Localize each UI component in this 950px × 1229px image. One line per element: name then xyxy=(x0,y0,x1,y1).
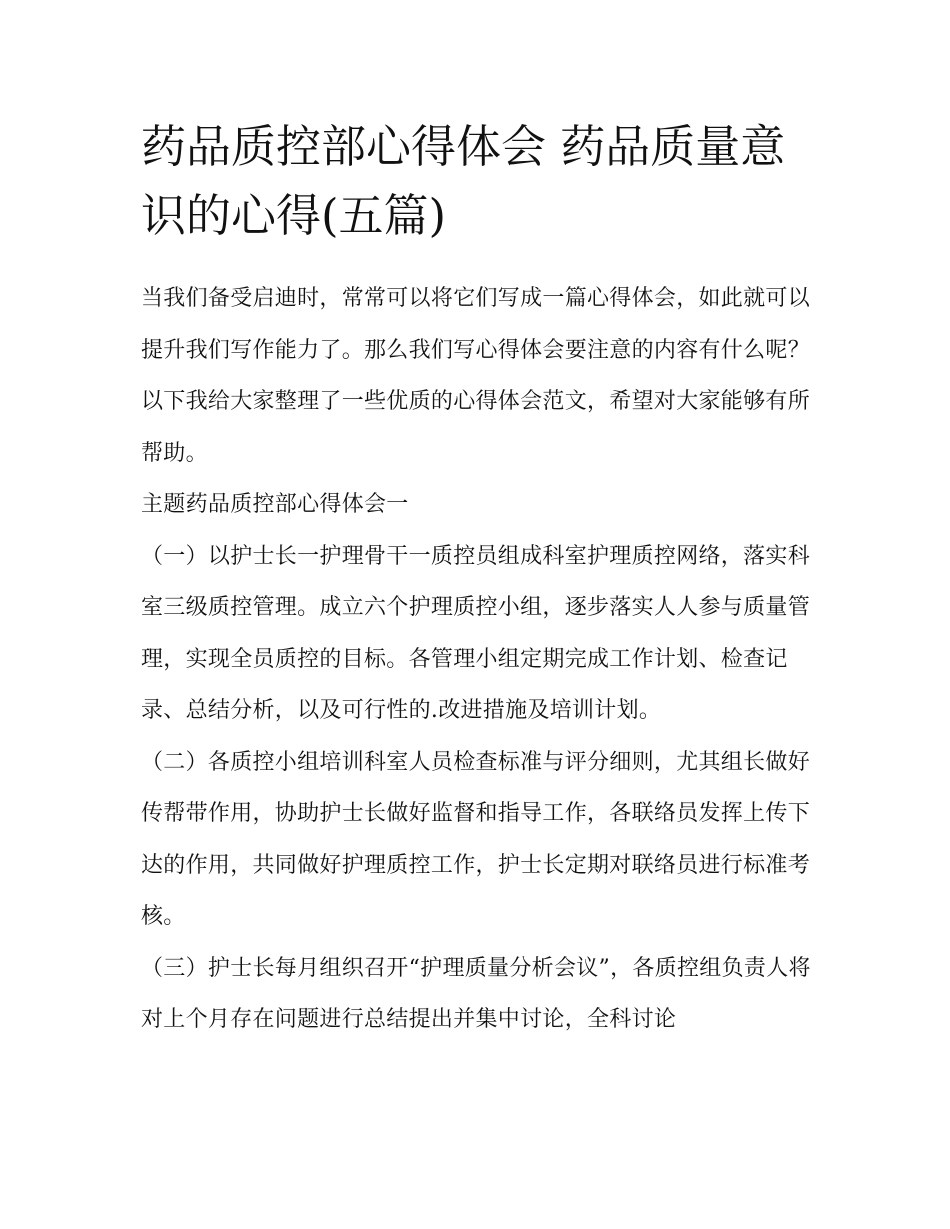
intro-paragraph: 当我们备受启迪时，常常可以将它们写成一篇心得体会，如此就可以提升我们写作能力了。那么我们写心得体会要注意的内容有什么呢？以下我给大家整理了一些优质的心得体会范文，希望对大家能够有所帮助。 xyxy=(141,286,811,466)
section-heading: 主题药品质控部心得体会一 xyxy=(141,492,409,517)
document-title: 药品质控部心得体会 药品质量意识的心得(五篇) xyxy=(141,120,786,242)
body-paragraph-1: （一）以护士长一护理骨干一质控员组成科室护理质控网络，落实科室三级质控管理。成立六个护理质控小组，逐步落实人人参与质量管理，实现全员质控的目标。各管理小组定期完成工作计划、检查记录、总结分析，以及可行性的.改进措施及培训计划。 xyxy=(141,543,811,723)
document-body xyxy=(141,112,821,1046)
body-paragraph-2: （二）各质控小组培训科室人员检查标准与评分细则，尤其组长做好传帮带作用，协助护士长做好监督和指导工作，各联络员发挥上传下达的作用，共同做好护理质控工作，护士长定期对联络员进行标准考核。 xyxy=(141,749,811,929)
body-paragraph-3: （三）护士长每月组织召开“护理质量分析会议”，各质控组负责人将对上个月存在问题进行总结提出并集中讨论，全科讨论 xyxy=(141,955,811,1032)
